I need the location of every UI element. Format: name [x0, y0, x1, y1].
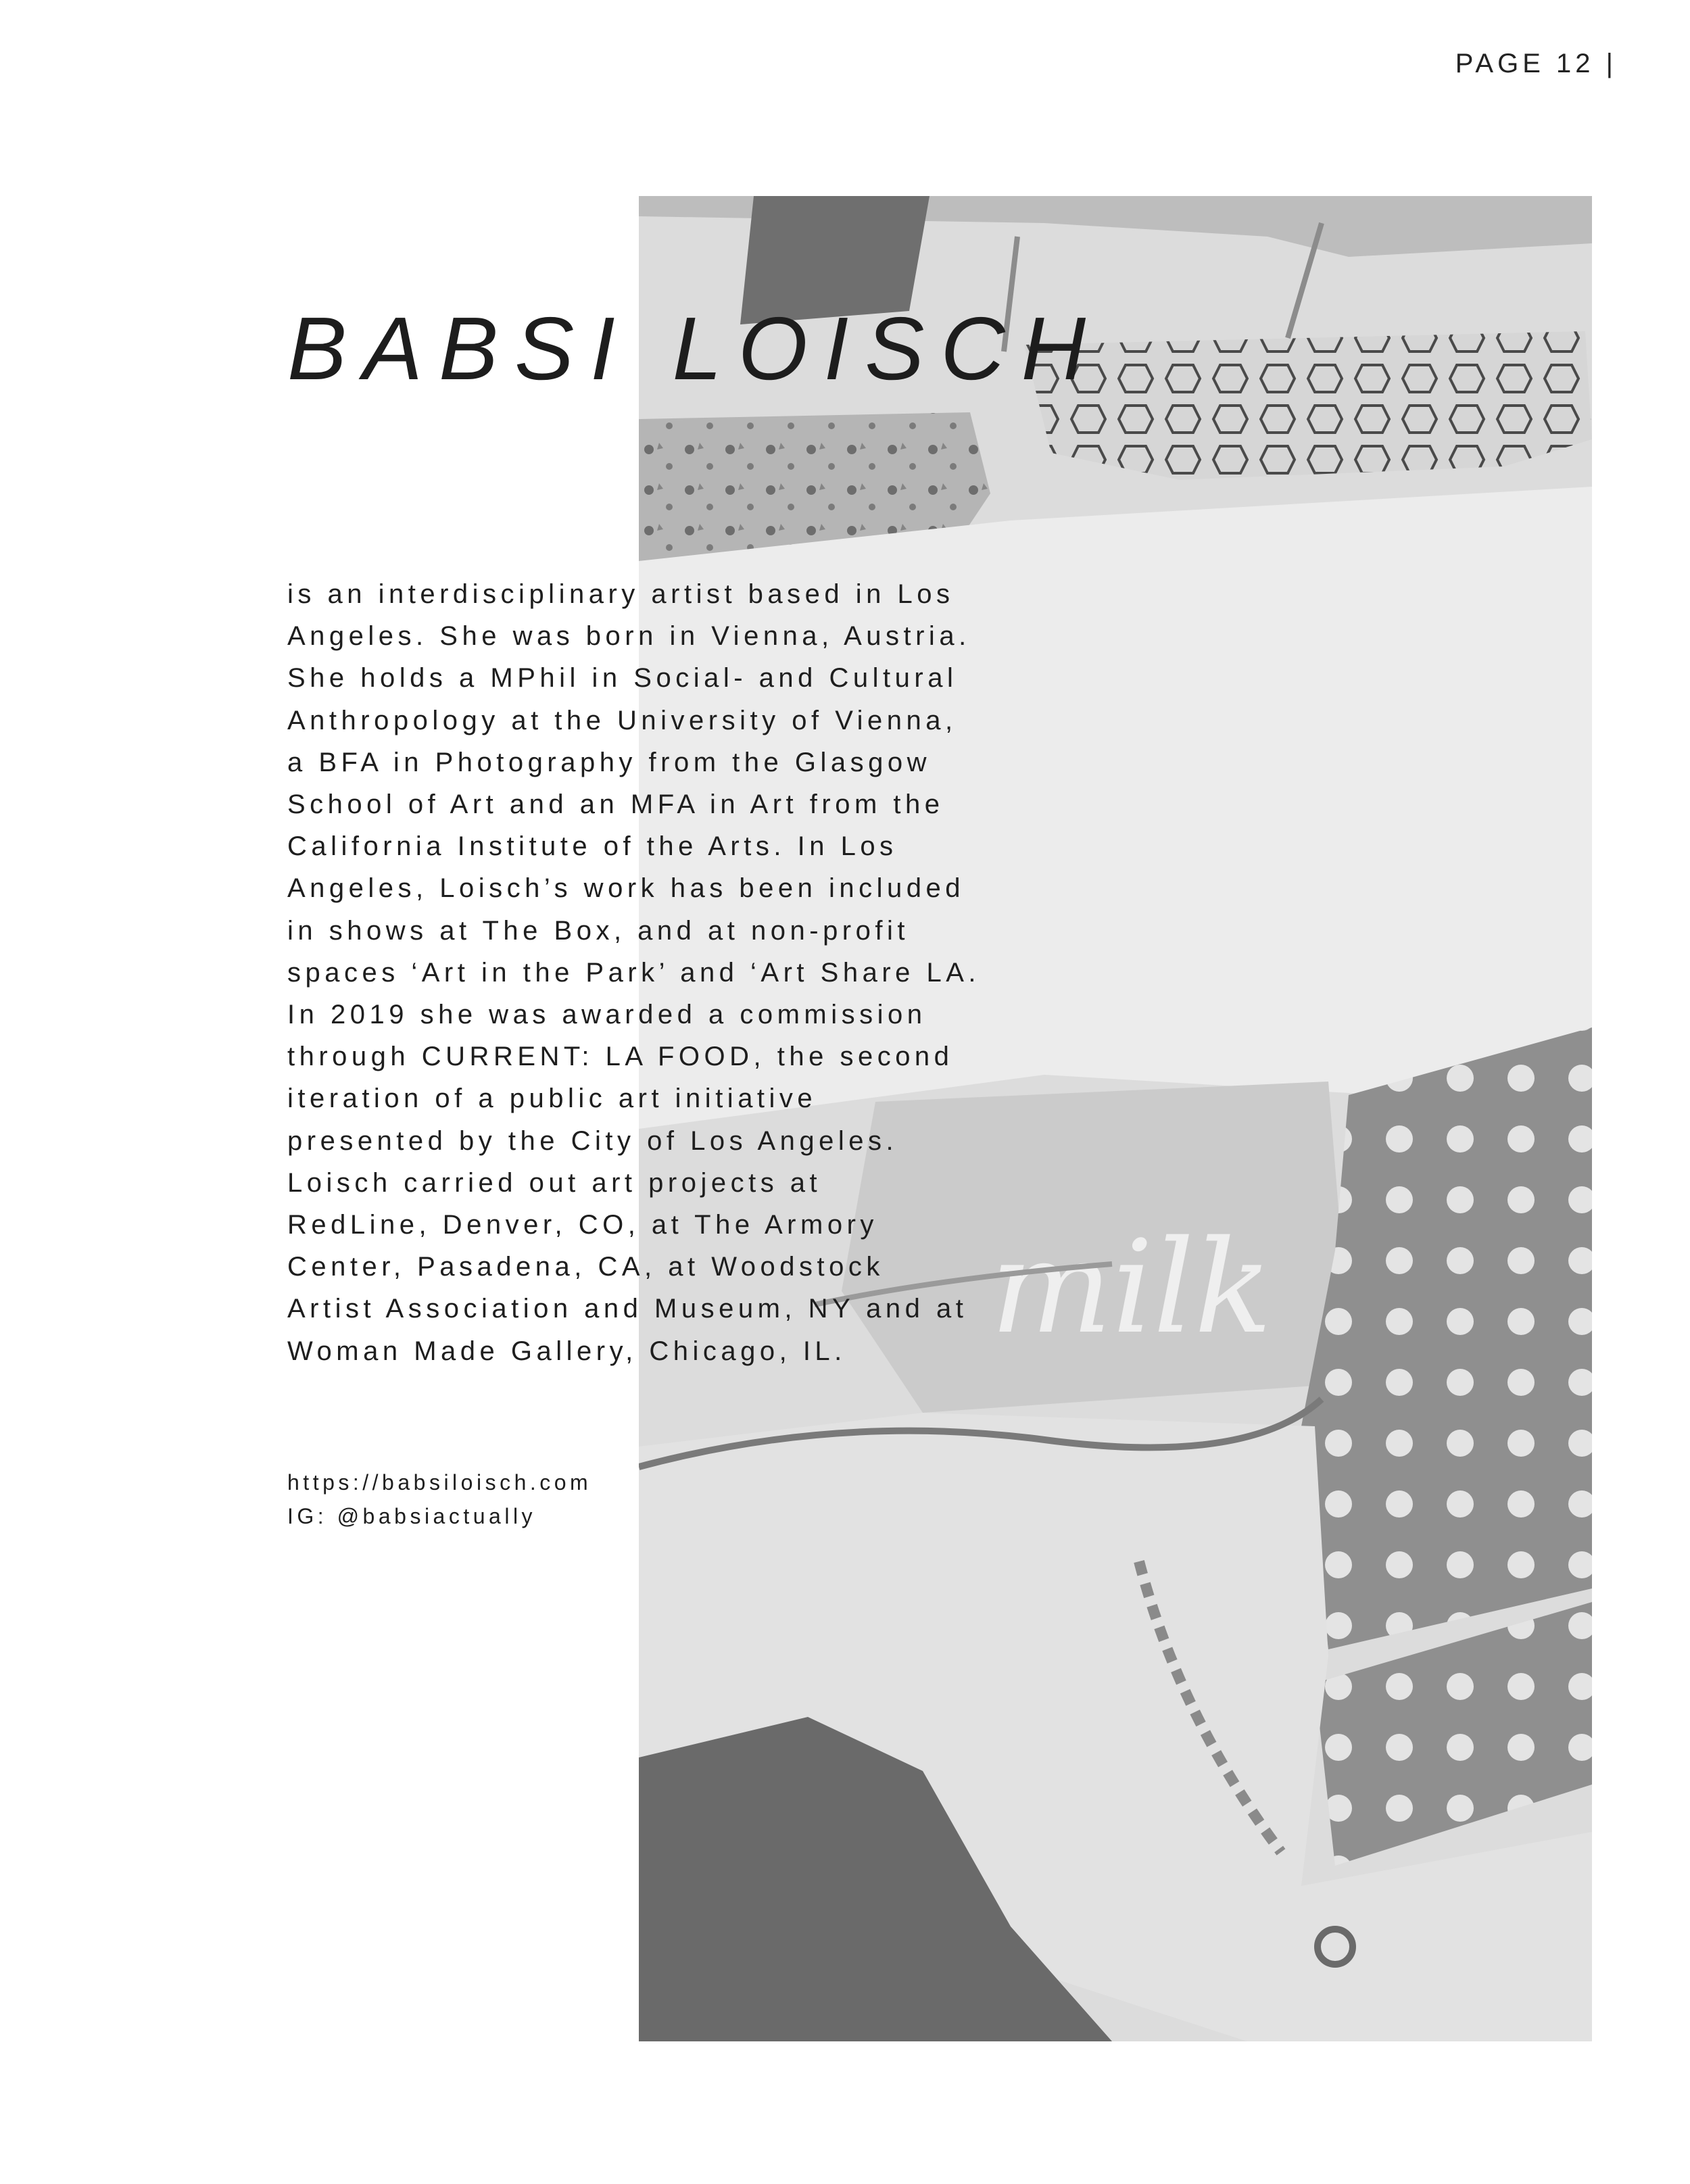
bio-line: Angeles, Loisch’s work has been included [287, 873, 965, 904]
instagram-handle[interactable]: IG: @babsiactually [287, 1504, 537, 1528]
bio-line: presented by the City of Los Angeles. [287, 1125, 898, 1156]
bio-line: School of Art and an MFA in Art from the [287, 790, 944, 820]
bio-line: Artist Association and Museum, NY and at [287, 1294, 968, 1324]
bio-line: Center, Pasadena, CA, at Woodstock [287, 1252, 884, 1282]
bio-line: In 2019 she was awarded a commission [287, 1000, 927, 1030]
bio-line: California Institute of the Arts. In Los [287, 831, 898, 862]
bio-line: is an interdisciplinary artist based in Los [287, 579, 955, 609]
bio-line: RedLine, Denver, CO, at The Armory [287, 1210, 878, 1240]
bio-line: through CURRENT: LA FOOD, the second [287, 1042, 954, 1072]
bio-line: in shows at The Box, and at non-profit [287, 915, 909, 946]
contact-links [287, 1465, 592, 1533]
bio-line: She holds a MPhil in Social- and Cultural [287, 663, 958, 694]
artist-name-title: BABSI LOISCH [287, 299, 1102, 398]
bio-line: Loisch carried out art projects at [287, 1167, 822, 1198]
bio-line: a BFA in Photography from the Glasgow [287, 747, 932, 777]
bio-line: Anthropology at the University of Vienna, [287, 705, 957, 735]
bio-line: spaces ‘Art in the Park’ and ‘Art Share LA. [287, 957, 981, 988]
artist-bio [287, 573, 1071, 1372]
milk-printed-word: milk [990, 1213, 1272, 1362]
page-number: PAGE 12 | [1455, 49, 1617, 78]
bio-line: iteration of a public art initiative [287, 1084, 817, 1114]
bio-line: Woman Made Gallery, Chicago, IL. [287, 1336, 846, 1366]
bio-line: Angeles. She was born in Vienna, Austria. [287, 621, 971, 652]
website-link[interactable]: https://babsiloisch.com [287, 1470, 592, 1495]
